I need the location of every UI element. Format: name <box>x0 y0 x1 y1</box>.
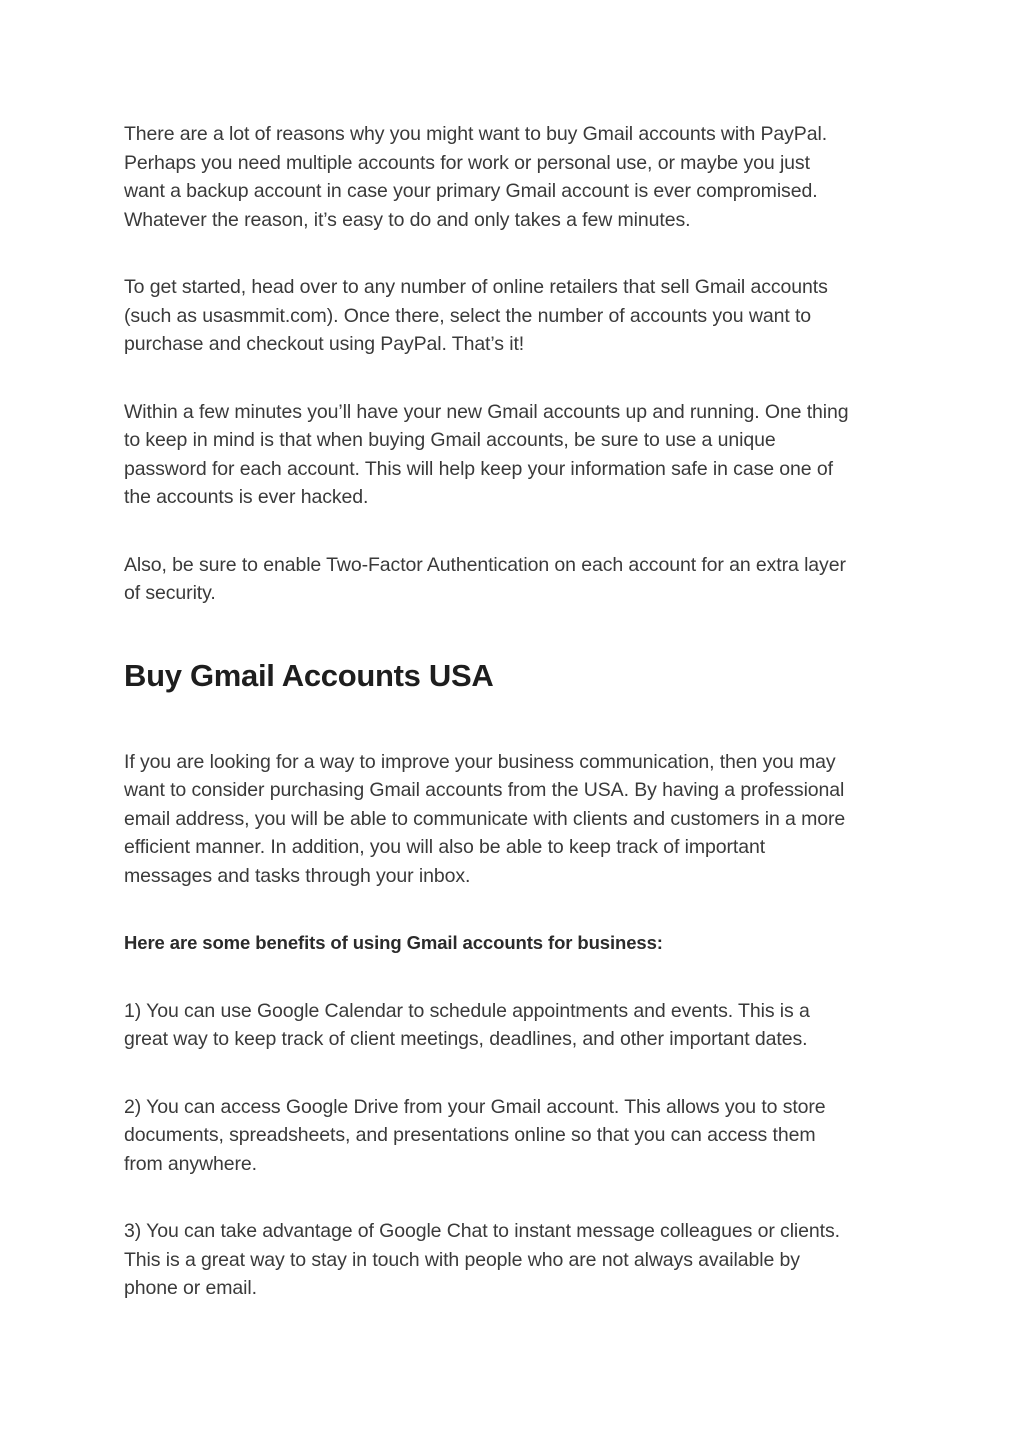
text-line: phone or email. <box>124 1277 257 1299</box>
text-line: of security. <box>124 582 216 604</box>
text-line: password for each account. This will help keep your information safe in case one of <box>124 457 833 480</box>
text-line: from anywhere. <box>124 1152 257 1175</box>
text-line: documents, spreadsheets, and presentations online so that you can access them <box>124 1124 816 1146</box>
text-line: Here are some benefits of using Gmail accounts for business: <box>124 932 663 953</box>
benefit-item-drive <box>124 1093 914 1179</box>
paragraph-get-started <box>124 273 914 359</box>
benefit-item-calendar <box>124 997 914 1054</box>
document-page <box>124 120 914 1303</box>
text-line: (such as usasmmit.com). Once there, select the number of accounts you want to <box>124 304 812 327</box>
text-line: 1) You can use Google Calendar to schedule appointments and events. This is a <box>124 999 810 1022</box>
text-line: want to consider purchasing Gmail accounts from the USA. By having a professional <box>124 779 845 801</box>
text-line: Also, be sure to enable Two-Factor Authentication on each account for an extra layer <box>124 553 846 576</box>
text-line: Whatever the reason, it’s easy to do and only takes a few minutes. <box>124 208 691 231</box>
text-line: purchase and checkout using PayPal. That’s it! <box>124 333 525 355</box>
text-line: 3) You can take advantage of Google Chat to instant message colleagues or clients. <box>124 1220 840 1242</box>
paragraph-reasons <box>124 120 914 234</box>
benefits-subheading <box>124 929 914 958</box>
text-line: 2) You can access Google Drive from your Gmail account. This allows you to store <box>124 1095 826 1118</box>
text-line: messages and tasks through your inbox. <box>124 864 471 887</box>
paragraph-usa-intro <box>124 748 914 891</box>
text-line: great way to keep track of client meetings, deadlines, and other important dates. <box>124 1028 808 1050</box>
text-line: the accounts is ever hacked. <box>124 486 369 508</box>
text-line: There are a lot of reasons why you might want to buy Gmail accounts with PayPal. <box>124 123 828 145</box>
text-line: Perhaps you need multiple accounts for work or personal use, or maybe you just <box>124 151 810 174</box>
text-line: to keep in mind is that when buying Gmail accounts, be sure to use a unique <box>124 429 776 451</box>
text-line: email address, you will be able to communicate with clients and customers in a more <box>124 807 846 830</box>
text-line: This is a great way to stay in touch with people who are not always available by <box>124 1248 800 1271</box>
text-line: If you are looking for a way to improve your business communication, then you may <box>124 750 836 773</box>
section-heading: Buy Gmail Accounts USA <box>124 657 494 693</box>
text-line: Within a few minutes you’ll have your new Gmail accounts up and running. One thing <box>124 400 849 423</box>
text-line: efficient manner. In addition, you will also be able to keep track of important <box>124 836 766 858</box>
benefit-item-chat <box>124 1217 914 1303</box>
paragraph-two-factor <box>124 551 914 608</box>
paragraph-unique-password <box>124 398 914 512</box>
text-line: want a backup account in case your primary Gmail account is ever compromised. <box>124 180 818 202</box>
text-line: To get started, head over to any number of online retailers that sell Gmail accounts <box>124 276 828 298</box>
